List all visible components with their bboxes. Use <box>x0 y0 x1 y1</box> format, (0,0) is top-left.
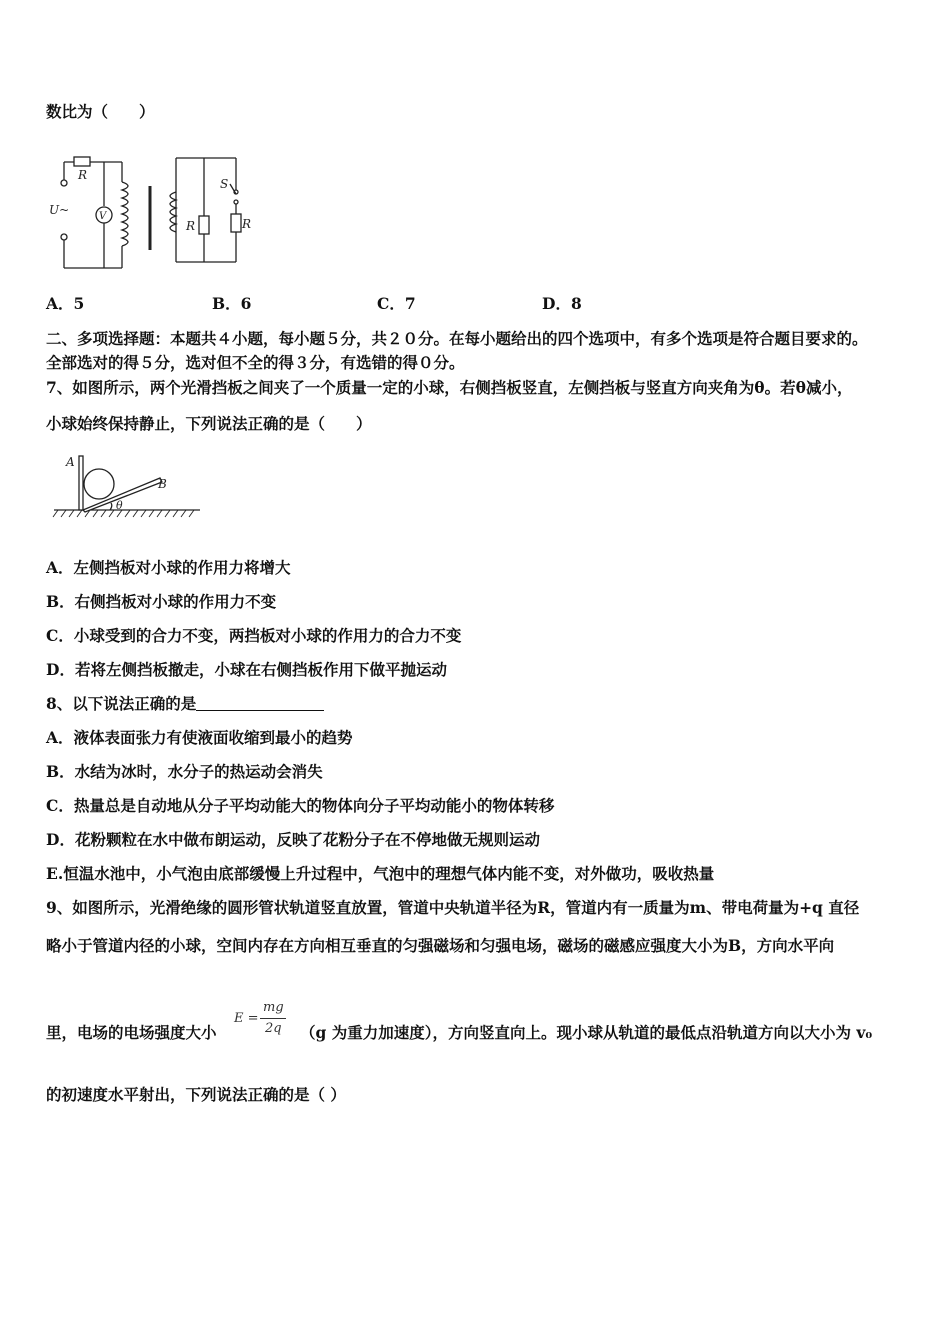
q8-option-a[interactable]: A．液体表面张力有使液面收缩到最小的趋势 <box>46 728 353 747</box>
q8-option-b[interactable]: B．水结为冰时，水分子的热运动会消失 <box>46 762 323 781</box>
q8-stem <box>46 694 324 714</box>
ball-icon <box>84 469 114 499</box>
label-v: V <box>99 211 107 222</box>
q6-stem-tail: 数比为（ ） <box>46 102 155 121</box>
q6-option-b[interactable]: B．6 <box>212 294 252 313</box>
q9-stem-line1: 9、如图所示，光滑绝缘的圆形管状轨道竖直放置，管道中央轨道半径为R，管道内有一质量为m、带电荷量为+q 直径 <box>46 898 860 917</box>
q9-stem-line3b: （g 为重力加速度），方向竖直向上。现小球从轨道的最低点沿轨道方向以大小为 v₀ <box>300 1023 873 1042</box>
q9-stem-line2: 略小于管道内径的小球，空间内存在方向相互垂直的匀强磁场和匀强电场，磁场的磁感应强度大小为B，方向水平向 <box>46 936 835 955</box>
label-b: B <box>158 477 167 491</box>
label-theta: θ <box>116 499 123 512</box>
q7-option-c[interactable]: C．小球受到的合力不变，两挡板对小球的作用力的合力不变 <box>46 626 462 645</box>
formula-denominator: 2q <box>265 1021 282 1036</box>
q7-option-b[interactable]: B．右侧挡板对小球的作用力不变 <box>46 592 277 611</box>
fraction-bar <box>260 1018 286 1019</box>
section2-heading-line2: 全部选对的得５分，选对但不全的得３分，有选错的得０分。 <box>46 353 465 372</box>
answer-blank <box>196 694 324 711</box>
q8-option-d[interactable]: D．花粉颗粒在水中做布朗运动，反映了花粉分子在不停地做无规则运动 <box>46 830 540 849</box>
q8-stem-text: 8、以下说法正确的是 <box>46 694 197 713</box>
section2-heading-line1: 二、多项选择题：本题共４小题，每小题５分，共２０分。在每小题给出的四个选项中，有多个选项是符合题目要求的。 <box>46 329 868 348</box>
q6-option-d[interactable]: D．8 <box>542 294 582 313</box>
formula-numerator: mg <box>263 1000 284 1015</box>
label-s: S <box>220 177 229 191</box>
switch-icon <box>230 184 236 194</box>
label-r-left: R <box>186 219 196 233</box>
q7-option-a[interactable]: A．左侧挡板对小球的作用力将增大 <box>46 558 291 577</box>
label-r-top: R <box>78 168 88 182</box>
q9-stem-line4: 的初速度水平射出，下列说法正确的是（ ） <box>46 1085 346 1104</box>
q7-option-d[interactable]: D．若将左侧挡板撤走，小球在右侧挡板作用下做平抛运动 <box>46 660 447 679</box>
q8-option-e[interactable]: E.恒温水池中，小气泡由底部缓慢上升过程中，气泡中的理想气体内能不变，对外做功，吸收热量 <box>46 864 715 883</box>
label-r-right: R <box>242 217 252 231</box>
q6-option-a[interactable]: A．5 <box>46 294 85 313</box>
plate-a-icon <box>79 456 83 510</box>
q7-stem-line1: 7、如图所示，两个光滑挡板之间夹了一个质量一定的小球，右侧挡板竖直，左侧挡板与竖直方向夹角为θ。若θ减小， <box>46 378 853 397</box>
formula-lhs: E = <box>234 1011 259 1026</box>
label-a: A <box>66 455 75 469</box>
top-resistor-icon <box>74 157 90 166</box>
q6-option-c[interactable]: C．7 <box>377 294 416 313</box>
label-u: U~ <box>49 203 70 217</box>
q9-stem-line3a: 里，电场的电场强度大小 <box>46 1023 217 1042</box>
ball-between-plates-figure <box>52 450 202 522</box>
q7-stem-line2: 小球始终保持静止，下列说法正确的是（ ） <box>46 414 372 433</box>
transformer-circuit-figure <box>44 152 254 274</box>
q8-option-c[interactable]: C．热量总是自动地从分子平均动能大的物体向分子平均动能小的物体转移 <box>46 796 555 815</box>
